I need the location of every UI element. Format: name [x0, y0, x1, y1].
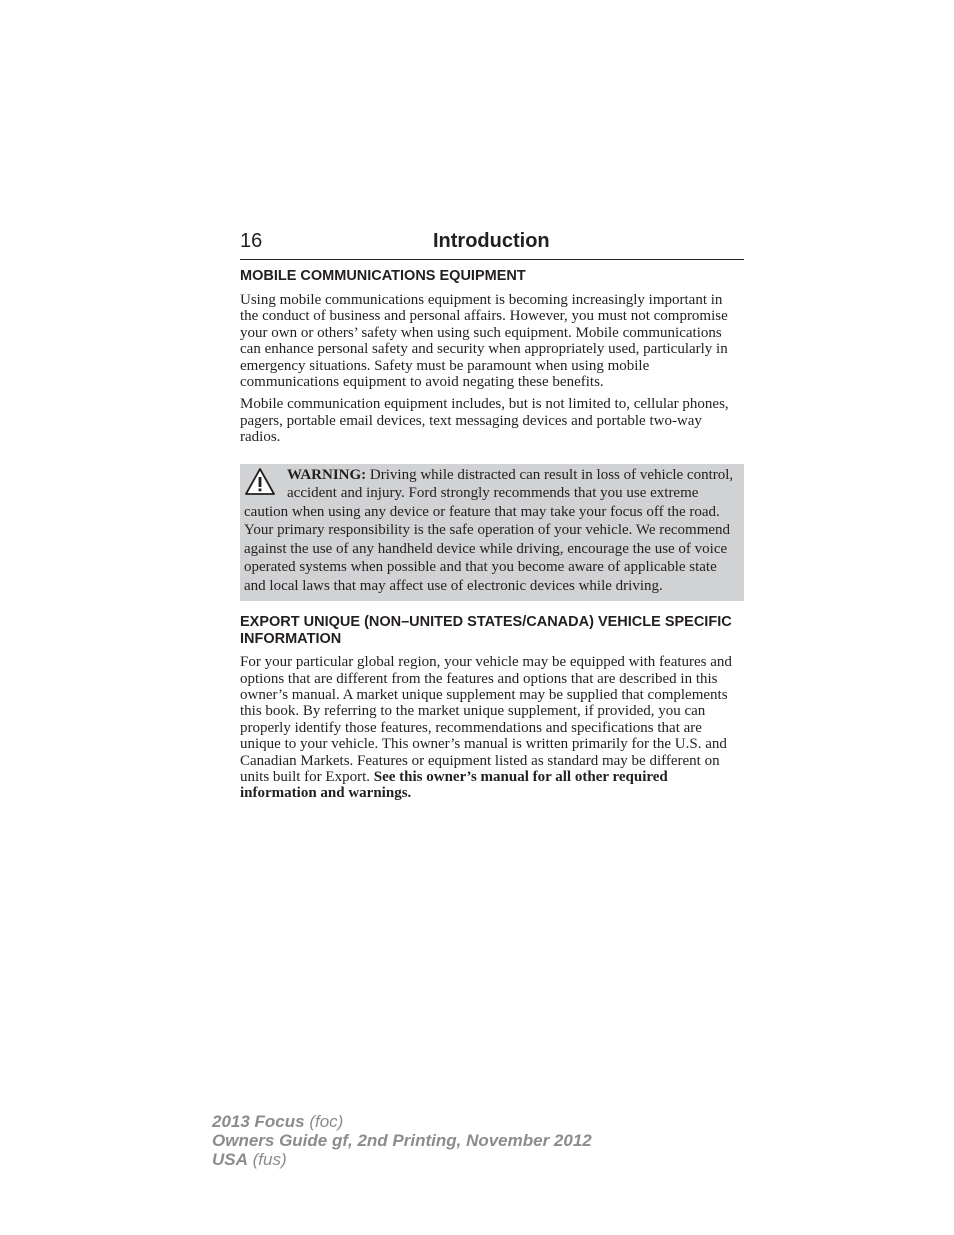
footer-market: USA [212, 1150, 248, 1169]
page-number: 16 [240, 230, 263, 252]
footer-line-model [212, 1112, 592, 1131]
body-paragraph: Mobile communication equipment includes, but is not limited to, cellular phones, pagers, portable email devices, text messaging devices and portable two-way radios. [240, 396, 729, 446]
warning-label: WARNING: [287, 466, 367, 483]
page-header [240, 229, 744, 260]
body-paragraph [240, 654, 744, 802]
page-title: Introduction [433, 230, 550, 252]
section-heading-mobile-communications: MOBILE COMMUNICATIONS EQUIPMENT [240, 268, 526, 284]
warning-box [240, 464, 744, 602]
footer-model: 2013 Focus [212, 1112, 305, 1131]
warning-triangle-icon [244, 467, 276, 497]
body-paragraph: Using mobile communications equipment is becoming increasingly important in the conduct of business and personal affairs. However, you must not compromise your own or others’ safety when using such equipment. Mobile communications can enhance personal safety and security when appropriately used, particularly in emergency situations. Safety must be paramount when using mobile communications equipment to avoid negating these benefits. [240, 292, 728, 391]
body-text-bold: See this owner’s manual for all other required information and warnings. [240, 769, 668, 802]
page-footer [212, 1112, 592, 1169]
footer-market-code: (fus) [252, 1150, 287, 1169]
footer-guide-info: Owners Guide gf, 2nd Printing, November 2012 [212, 1131, 592, 1150]
warning-text: Driving while distracted can result in loss of vehicle control, accident and injury. Ford strongly recommends that you use extreme caution when using any device or feature that may take your focus off the road. Your primary responsibility is the safe operation of your vehicle. We recommend against the use of any handheld device while driving, encourage the use of voice operated systems when possible and that you become aware of applicable state and local laws that may affect use of electronic devices while driving. [244, 466, 734, 594]
footer-line-market [212, 1150, 592, 1169]
body-text: For your particular global region, your vehicle may be equipped with features and options that are different from the features and options that are described in this owner’s manual. A market unique supplement may be supplied that complements this book. By referring to the market unique supplement, if provided, you can properly identify those features, recommendations and specifications that are unique to your vehicle. This owner’s manual is written primarily for the U.S. and Canadian Markets. Features or equipment listed as standard may be different on units built for Export. [240, 654, 732, 785]
section-heading-export-unique: EXPORT UNIQUE (NON–UNITED STATES/CANADA) VEHICLE SPECIFIC INFORMATION [240, 614, 732, 648]
footer-model-code: (foc) [309, 1112, 344, 1131]
page-content [240, 268, 744, 808]
